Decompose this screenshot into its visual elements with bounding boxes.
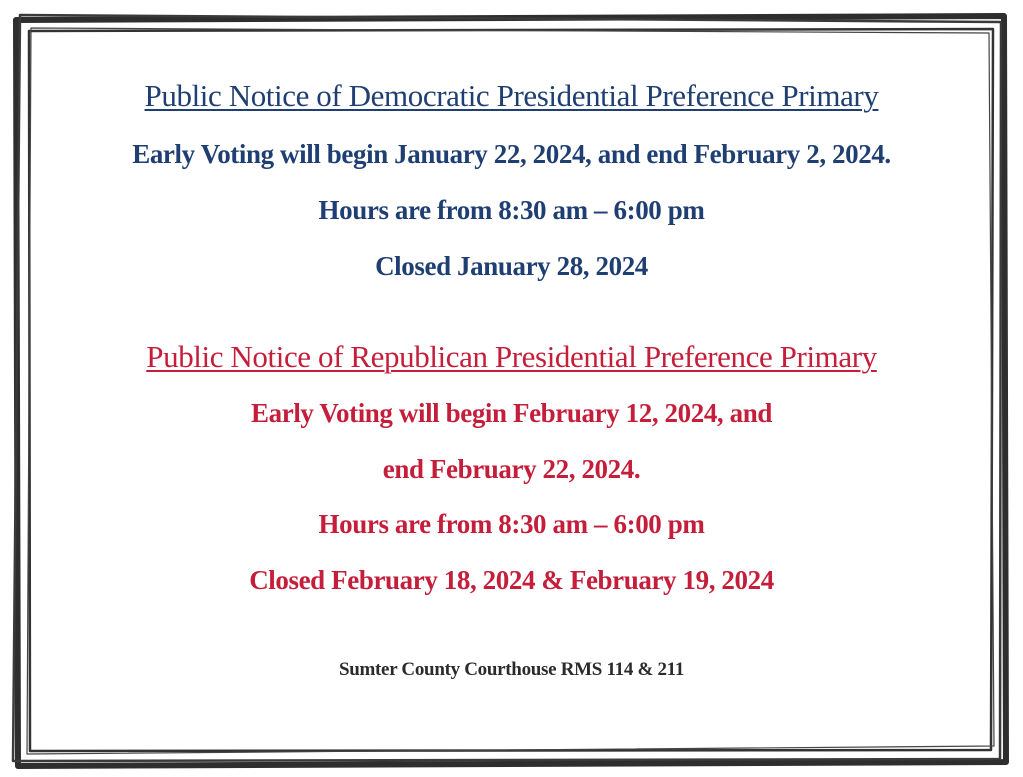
democratic-early-voting: Early Voting will begin January 22, 2024, and end February 2, 2024. [132, 139, 891, 169]
republican-heading: Public Notice of Republican Presidential Preference Primary [146, 339, 877, 374]
democratic-hours: Hours are from 8:30 am – 6:00 pm [318, 195, 705, 225]
republican-closed: Closed February 18, 2024 & February 19, 2024 [249, 565, 774, 595]
democratic-heading: Public Notice of Democratic Presidential Preference Primary [144, 78, 879, 113]
democratic-closed: Closed January 28, 2024 [375, 251, 648, 281]
republican-early-voting-line2: end February 22, 2024. [382, 454, 641, 484]
republican-hours: Hours are from 8:30 am – 6:00 pm [318, 509, 705, 539]
republican-early-voting-line1: Early Voting will begin February 12, 2024, and [251, 398, 772, 428]
location-text: Sumter County Courthouse RMS 114 & 211 [338, 659, 685, 680]
